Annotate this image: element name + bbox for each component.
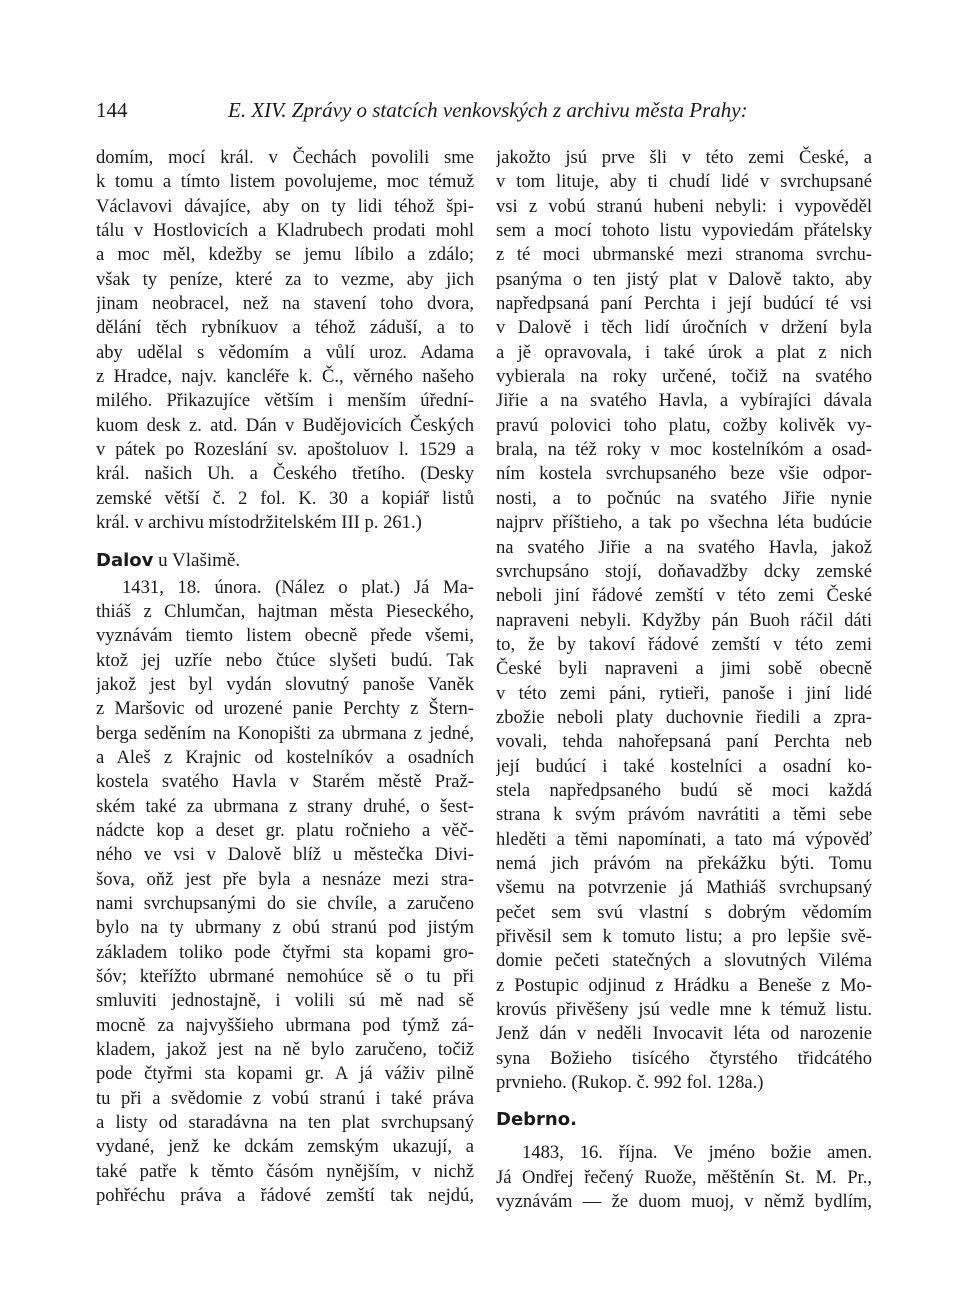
text-line: 1431, 18. února. (Nález o plat.) Já Ma-: [122, 576, 474, 598]
text-line: strana k svým právóm navrátiti a těmi sebe: [496, 804, 872, 826]
text-line: krovús přivěšeny jsú vedle mne k témuž listu.: [496, 999, 872, 1021]
section-heading-debrno: [496, 1105, 872, 1135]
text-line: ného ve vsi v Dalově blíž u městečka Divi-: [96, 844, 474, 866]
text-line: král. v archivu místodržitelském III p. 261.): [96, 512, 422, 534]
text-line: pode čtyřmi sta kopami gr. A já váživ pilně: [96, 1063, 474, 1085]
page-header: [96, 98, 866, 128]
text-line: vyznávám tiemto listem obecně přede všemi,: [96, 625, 474, 647]
text-line: základem toliko pode čtyřmi sta kopami gro-: [96, 941, 474, 963]
text-line: mocně za najvyššieho ubrmana pod týmž zá-: [96, 1014, 474, 1036]
text-line: kuom desk z. atd. Dán v Budějovicích Českých: [96, 414, 474, 436]
text-line: všemu na potvrzenie já Mathiáš svrchupsaný: [496, 877, 872, 899]
text-line: ktož jej uzříe nebo čtúce slyšeti budú. Tak: [96, 649, 474, 671]
text-line: král. našich Uh. a Českého třetího. (Desky: [96, 463, 474, 485]
text-line: nosti, a to počnúc na svatého Jiřie nynie: [496, 487, 872, 509]
text-line: Václavovi dávajíce, aby on ty lidi téhož špi-: [96, 195, 474, 217]
text-line: její budúcí i také kostelníci a osadní ko-: [496, 755, 872, 777]
text-line: pohřéchu práva a řádové zemští tak nejdú,: [96, 1185, 474, 1207]
text-line: a moc měl, kdežby se jemu líbilo a zdálo;: [96, 244, 474, 266]
text-line: nádcte kop a deset gr. platu ročnieho a věč-: [96, 819, 474, 841]
paragraph-debrno: [496, 1141, 872, 1214]
text-line: prvnieho. (Rukop. č. 992 fol. 128a.): [496, 1072, 764, 1094]
text-line: tálu v Hostlovicích a Kladrubech prodati mohl: [96, 220, 474, 242]
text-line: neboli jiní řádové zemští v této zemi České: [496, 585, 872, 607]
text-line: domím, mocí král. v Čechách povolili sme: [96, 147, 474, 168]
text-line: domie pečeti statečných a slovutných Viléma: [496, 950, 872, 972]
text-line: 1483, 16. října. Ve jméno božie amen.: [522, 1142, 872, 1164]
text-line: tu při a svědomie z vobú stranú i také práva: [96, 1087, 474, 1109]
text-line: šova, oňž jest pře byla a nesnáze mezi stra-: [96, 868, 474, 890]
text-line: smluviti jednostajně, i volili sú mě nad sě: [96, 990, 474, 1012]
text-line: z Hradce, najv. kancléře k. Č., věrného našeho: [96, 366, 474, 388]
text-line: Jenž dán v neděli Invocavit léta od narozenie: [496, 1023, 872, 1045]
text-line: a jě opravovala, i také úrok a plat z nich: [496, 341, 872, 363]
text-line: kostela svatého Havla v Starém městě Praž-: [96, 771, 474, 793]
text-line: pečet sem svú vlastní s dobrým vědomím: [496, 901, 872, 923]
text-line: v pátek po Rozeslání sv. apoštoluov l. 1529 a: [96, 439, 474, 461]
text-line: nemá jich právóm na překážku býti. Tomu: [496, 852, 872, 874]
text-line: a Aleš z Krajnic od kostelníkóv a osadních: [96, 746, 474, 768]
text-line: vsi z vobú stranú hubeni nebyli: i vypověděl: [496, 195, 872, 217]
section-heading-dalov: [96, 546, 474, 576]
text-line: přivěsil sem k tomuto listu; a pro lepšie svě-: [496, 926, 872, 947]
text-line: brala, na též roky v moc kostelníkóm a osad-: [496, 439, 872, 461]
text-line: vybierala na roky určené, točiž na svatého: [496, 366, 872, 388]
paragraph-royal-permission: [96, 146, 474, 536]
page-number: 144: [96, 98, 128, 122]
text-line: Jiřie a na svatého Havla, a vybírajíci dávala: [496, 390, 872, 412]
text-line: České byli napraveni a jimi sobě obecně: [496, 658, 872, 680]
place-name: Dalov: [96, 549, 154, 571]
text-line: v Dalově i těch lidí úročních v držení byla: [496, 317, 872, 339]
text-line: hleděti a těmi napomínati, a tato má výpověď: [496, 828, 872, 850]
text-line: napraveni nebyli. Kdyžby pán Buoh ráčil dáti: [496, 609, 872, 631]
text-line: vydané, jenž ke dckám zemským ukazují, a: [96, 1136, 474, 1158]
text-line: v této zemi páni, rytieři, panoše i jiní lidé: [496, 682, 872, 704]
text-line: ském také za ubrmana z strany druhé, o šest-: [96, 795, 474, 817]
text-line: ním kostela svrchupsaného beze všie odpor-: [496, 463, 872, 485]
text-line: v tom lituje, aby ti chudí lidé v svrchupsané: [496, 171, 872, 193]
text-line: bylo na ty ubrmany z obú stranú pod jistým: [96, 917, 474, 939]
text-line: napředpsaná paní Perchta i její budúcí té vsi: [496, 293, 872, 315]
text-line: psanýma o ten jistý plat v Dalově takto, aby: [496, 268, 872, 290]
text-line: stela napředpsaného budú sě moci každá: [496, 779, 872, 801]
right-column: [496, 146, 872, 1214]
text-line: zemské větší č. 2 fol. K. 30 a kopiář listů: [96, 487, 474, 509]
text-line: vovali, tehda nahořepsaná paní Perchta neb: [496, 731, 872, 753]
text-line: také patře k těmto čásóm nynějším, v nichž: [96, 1160, 474, 1182]
text-line: jakož jest byl vydán slovutný panoše Vaněk: [96, 673, 474, 695]
text-line: kladem, jakož jest na ně bylo zaručeno, točiž: [96, 1039, 474, 1061]
text-line: zbožie neboli platy duchovnie řiedili a zpra-: [496, 706, 872, 728]
paragraph-dalov-continued: [496, 146, 872, 1095]
text-line: nami svrchupsanými do sie chvíle, a zaručeno: [96, 892, 474, 914]
left-column: [96, 146, 474, 1208]
text-line: najprv příštieho, a tak po všechna léta budúcie: [496, 512, 872, 534]
text-line: Já Ondřej řečený Ruože, měštěnín St. M. Pr.,: [496, 1166, 872, 1188]
text-line: z Maršovic od urozené panie Perchty z Štern-: [96, 698, 474, 720]
text-line: vyznávám — že duom muoj, v němž bydlím,: [496, 1191, 872, 1213]
text-line: to, že by takoví řádové zemští v této zemi: [496, 633, 872, 655]
text-line: svrchupsáno stojí, doňavadžby dcky zemské: [496, 560, 872, 582]
place-qualifier: u Vlašimě.: [153, 549, 241, 571]
text-line: aby udělal s vědomím a vůlí uroz. Adama: [96, 341, 474, 363]
text-line: z Postupic odjinud z Hrádku a Beneše z Mo-: [496, 974, 872, 996]
running-head: E. XIV. Zprávy o statcích venkovských z archivu města Prahy:: [228, 98, 748, 122]
text-line: thiáš z Chlumčan, hajtman města Pieseckého,: [96, 600, 474, 622]
text-line: však ty peníze, které za to vezme, aby jich: [96, 268, 474, 290]
text-line: milého. Přikazujíce větším i menším úřední-: [96, 390, 474, 412]
place-name: Debrno.: [496, 1109, 577, 1131]
text-line: pravú polovici toho platu, cožby kolivěk vy-: [496, 414, 872, 436]
text-line: a listy od staradávna na ten plat svrchupsaný: [96, 1112, 474, 1134]
text-line: jakožto jsú prve šli v této zemi České, a: [496, 147, 872, 168]
text-line: syna Božieho tisícého čtyrstého třidcátého: [496, 1047, 872, 1069]
text-line: na svatého Jiřie a na svatého Havla, jakož: [496, 536, 872, 558]
text-line: z té moci ubrmanské mezi stranoma svrchu-: [496, 244, 872, 266]
paragraph-dalov: [96, 576, 474, 1209]
text-line: k tomu a tímto listem povolujeme, moc témuž: [96, 171, 474, 193]
text-line: šóv; kteřížto ubrmané nemohúce sě o tu při: [96, 966, 474, 987]
text-line: jinam neobracel, než na stavení toho dvora,: [96, 293, 474, 315]
text-line: sem a mocí tohoto listu vypoviedám přátelsky: [496, 220, 872, 242]
text-line: berga seděním na Konopišti za ubrmana z jedné,: [96, 722, 474, 744]
text-line: dělání těch rybníkuov a téhož záduší, a to: [96, 317, 474, 339]
